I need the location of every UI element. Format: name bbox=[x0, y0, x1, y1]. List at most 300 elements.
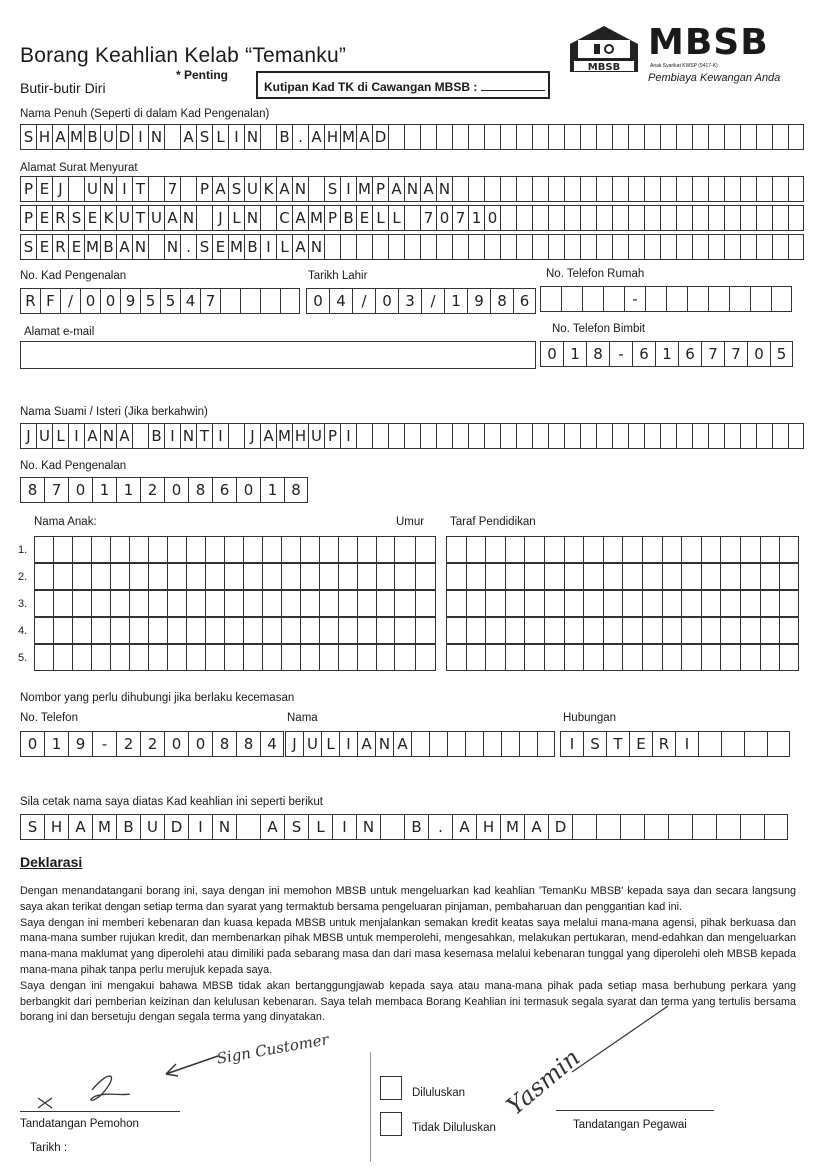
char-cell[interactable] bbox=[708, 205, 724, 231]
char-cell[interactable]: L bbox=[212, 124, 228, 150]
char-cell[interactable] bbox=[676, 234, 692, 260]
char-cell[interactable] bbox=[756, 205, 772, 231]
char-cell[interactable]: N bbox=[180, 205, 196, 231]
char-cell[interactable]: S bbox=[20, 814, 44, 840]
char-cell[interactable]: T bbox=[606, 731, 629, 757]
char-cell[interactable] bbox=[767, 731, 790, 757]
char-cell[interactable] bbox=[580, 234, 596, 260]
char-cell[interactable] bbox=[376, 536, 395, 563]
char-cell[interactable] bbox=[596, 234, 612, 260]
char-cell[interactable] bbox=[404, 124, 420, 150]
char-cell[interactable] bbox=[452, 423, 468, 449]
char-cell[interactable] bbox=[338, 644, 357, 671]
char-cell[interactable] bbox=[446, 644, 466, 671]
char-cell[interactable] bbox=[483, 731, 501, 757]
char-cell[interactable] bbox=[34, 563, 53, 590]
char-cell[interactable] bbox=[603, 563, 623, 590]
char-cell[interactable]: H bbox=[476, 814, 500, 840]
char-cell[interactable]: A bbox=[180, 124, 196, 150]
char-cell[interactable]: P bbox=[324, 423, 340, 449]
char-cell[interactable] bbox=[516, 176, 532, 202]
char-cell[interactable] bbox=[760, 590, 780, 617]
char-cell[interactable]: 0 bbox=[484, 205, 500, 231]
char-cell[interactable] bbox=[500, 205, 516, 231]
char-cell[interactable] bbox=[720, 563, 740, 590]
char-cell[interactable]: A bbox=[260, 423, 276, 449]
char-cell[interactable] bbox=[788, 176, 804, 202]
char-cell[interactable]: 6 bbox=[513, 288, 536, 314]
char-cell[interactable]: N bbox=[292, 176, 308, 202]
char-cell[interactable] bbox=[516, 423, 532, 449]
char-cell[interactable]: B bbox=[148, 423, 164, 449]
char-cell[interactable] bbox=[186, 563, 205, 590]
char-cell[interactable] bbox=[356, 423, 372, 449]
char-cell[interactable] bbox=[603, 617, 623, 644]
char-cell[interactable] bbox=[756, 423, 772, 449]
char-cell[interactable] bbox=[760, 644, 780, 671]
char-cell[interactable] bbox=[281, 617, 300, 644]
char-cell[interactable]: U bbox=[148, 205, 164, 231]
char-cell[interactable] bbox=[500, 124, 516, 150]
char-cell[interactable] bbox=[34, 590, 53, 617]
child-name-field[interactable] bbox=[34, 590, 395, 617]
char-cell[interactable]: 0 bbox=[236, 477, 260, 503]
char-cell[interactable]: U bbox=[140, 814, 164, 840]
char-cell[interactable] bbox=[628, 176, 644, 202]
card-name-field[interactable] bbox=[20, 814, 788, 840]
char-cell[interactable]: M bbox=[228, 234, 244, 260]
char-cell[interactable]: R bbox=[652, 731, 675, 757]
char-cell[interactable]: T bbox=[132, 205, 148, 231]
char-cell[interactable] bbox=[260, 124, 276, 150]
char-cell[interactable] bbox=[537, 731, 555, 757]
char-cell[interactable] bbox=[524, 644, 544, 671]
dob-field[interactable] bbox=[306, 288, 536, 314]
emergency-phone-field[interactable] bbox=[20, 731, 284, 757]
char-cell[interactable]: I bbox=[188, 814, 212, 840]
char-cell[interactable] bbox=[466, 644, 486, 671]
char-cell[interactable]: A bbox=[212, 176, 228, 202]
char-cell[interactable] bbox=[532, 205, 548, 231]
char-cell[interactable] bbox=[724, 205, 740, 231]
char-cell[interactable] bbox=[720, 617, 740, 644]
char-cell[interactable] bbox=[779, 644, 799, 671]
char-cell[interactable]: E bbox=[212, 234, 228, 260]
char-cell[interactable]: I bbox=[332, 814, 356, 840]
char-cell[interactable]: / bbox=[60, 288, 80, 314]
char-cell[interactable] bbox=[505, 590, 525, 617]
address-line-1[interactable] bbox=[20, 176, 804, 202]
char-cell[interactable]: N bbox=[132, 234, 148, 260]
char-cell[interactable] bbox=[308, 176, 324, 202]
char-cell[interactable] bbox=[642, 617, 662, 644]
home-phone-field[interactable] bbox=[540, 286, 792, 312]
char-cell[interactable]: 9 bbox=[467, 288, 490, 314]
char-cell[interactable] bbox=[760, 536, 780, 563]
char-cell[interactable] bbox=[740, 644, 760, 671]
char-cell[interactable]: I bbox=[116, 176, 132, 202]
char-cell[interactable] bbox=[205, 617, 224, 644]
char-cell[interactable] bbox=[708, 234, 724, 260]
char-cell[interactable] bbox=[583, 590, 603, 617]
char-cell[interactable]: 5 bbox=[770, 341, 793, 367]
char-cell[interactable] bbox=[404, 234, 420, 260]
char-cell[interactable]: 8 bbox=[236, 731, 260, 757]
char-cell[interactable] bbox=[564, 563, 584, 590]
char-cell[interactable]: A bbox=[164, 205, 180, 231]
char-cell[interactable]: 7 bbox=[44, 477, 68, 503]
char-cell[interactable] bbox=[548, 176, 564, 202]
child-name-field[interactable] bbox=[34, 644, 395, 671]
char-cell[interactable]: 1 bbox=[563, 341, 586, 367]
char-cell[interactable] bbox=[524, 617, 544, 644]
char-cell[interactable] bbox=[628, 124, 644, 150]
char-cell[interactable]: 4 bbox=[329, 288, 352, 314]
char-cell[interactable]: L bbox=[52, 423, 68, 449]
char-cell[interactable] bbox=[516, 124, 532, 150]
full-name-field[interactable] bbox=[20, 124, 804, 150]
char-cell[interactable] bbox=[544, 590, 564, 617]
char-cell[interactable] bbox=[666, 286, 687, 312]
char-cell[interactable] bbox=[701, 536, 721, 563]
char-cell[interactable] bbox=[205, 536, 224, 563]
char-cell[interactable] bbox=[300, 644, 319, 671]
char-cell[interactable] bbox=[420, 124, 436, 150]
char-cell[interactable]: 0 bbox=[375, 288, 398, 314]
char-cell[interactable] bbox=[788, 124, 804, 150]
char-cell[interactable] bbox=[779, 617, 799, 644]
char-cell[interactable] bbox=[447, 731, 465, 757]
char-cell[interactable]: 4 bbox=[180, 288, 200, 314]
char-cell[interactable]: U bbox=[116, 205, 132, 231]
char-cell[interactable] bbox=[240, 288, 260, 314]
char-cell[interactable] bbox=[167, 536, 186, 563]
char-cell[interactable]: C bbox=[276, 205, 292, 231]
char-cell[interactable] bbox=[779, 563, 799, 590]
char-cell[interactable] bbox=[687, 286, 708, 312]
char-cell[interactable]: K bbox=[100, 205, 116, 231]
char-cell[interactable] bbox=[91, 590, 110, 617]
char-cell[interactable] bbox=[740, 814, 764, 840]
char-cell[interactable] bbox=[505, 536, 525, 563]
char-cell[interactable] bbox=[338, 617, 357, 644]
char-cell[interactable]: R bbox=[52, 205, 68, 231]
char-cell[interactable] bbox=[466, 590, 486, 617]
char-cell[interactable]: 1 bbox=[260, 477, 284, 503]
char-cell[interactable] bbox=[580, 176, 596, 202]
char-cell[interactable] bbox=[380, 814, 404, 840]
char-cell[interactable] bbox=[436, 234, 452, 260]
char-cell[interactable] bbox=[205, 590, 224, 617]
char-cell[interactable] bbox=[596, 423, 612, 449]
char-cell[interactable]: A bbox=[393, 731, 411, 757]
char-cell[interactable] bbox=[603, 590, 623, 617]
char-cell[interactable] bbox=[662, 644, 682, 671]
char-cell[interactable]: L bbox=[308, 814, 332, 840]
char-cell[interactable] bbox=[583, 536, 603, 563]
char-cell[interactable] bbox=[34, 644, 53, 671]
char-cell[interactable] bbox=[662, 617, 682, 644]
char-cell[interactable]: 1 bbox=[468, 205, 484, 231]
char-cell[interactable]: T bbox=[196, 423, 212, 449]
char-cell[interactable]: J bbox=[285, 731, 303, 757]
char-cell[interactable] bbox=[708, 176, 724, 202]
char-cell[interactable] bbox=[692, 814, 716, 840]
char-cell[interactable] bbox=[720, 590, 740, 617]
char-cell[interactable] bbox=[388, 234, 404, 260]
char-cell[interactable]: A bbox=[524, 814, 548, 840]
char-cell[interactable] bbox=[701, 617, 721, 644]
char-cell[interactable] bbox=[340, 234, 356, 260]
char-cell[interactable]: B bbox=[116, 814, 140, 840]
char-cell[interactable] bbox=[760, 617, 780, 644]
char-cell[interactable] bbox=[376, 644, 395, 671]
char-cell[interactable] bbox=[243, 617, 262, 644]
char-cell[interactable] bbox=[357, 644, 376, 671]
char-cell[interactable]: N bbox=[164, 234, 180, 260]
char-cell[interactable] bbox=[622, 563, 642, 590]
char-cell[interactable] bbox=[681, 590, 701, 617]
spouse-name-field[interactable] bbox=[20, 423, 804, 449]
rejected-checkbox[interactable] bbox=[380, 1112, 402, 1136]
char-cell[interactable] bbox=[548, 234, 564, 260]
char-cell[interactable] bbox=[148, 563, 167, 590]
char-cell[interactable] bbox=[708, 124, 724, 150]
char-cell[interactable] bbox=[110, 563, 129, 590]
char-cell[interactable] bbox=[372, 423, 388, 449]
char-cell[interactable] bbox=[532, 423, 548, 449]
char-cell[interactable] bbox=[110, 644, 129, 671]
char-cell[interactable]: 7 bbox=[164, 176, 180, 202]
char-cell[interactable]: P bbox=[372, 176, 388, 202]
char-cell[interactable]: L bbox=[276, 234, 292, 260]
char-cell[interactable]: 3 bbox=[398, 288, 421, 314]
char-cell[interactable] bbox=[642, 644, 662, 671]
char-cell[interactable] bbox=[760, 563, 780, 590]
char-cell[interactable] bbox=[300, 617, 319, 644]
char-cell[interactable] bbox=[740, 617, 760, 644]
char-cell[interactable] bbox=[724, 124, 740, 150]
char-cell[interactable] bbox=[167, 617, 186, 644]
char-cell[interactable]: U bbox=[303, 731, 321, 757]
char-cell[interactable]: - bbox=[624, 286, 645, 312]
char-cell[interactable] bbox=[645, 286, 666, 312]
char-cell[interactable] bbox=[72, 644, 91, 671]
char-cell[interactable]: D bbox=[164, 814, 188, 840]
char-cell[interactable]: 8 bbox=[212, 731, 236, 757]
char-cell[interactable] bbox=[660, 205, 676, 231]
char-cell[interactable]: B bbox=[244, 234, 260, 260]
char-cell[interactable] bbox=[446, 617, 466, 644]
char-cell[interactable]: E bbox=[36, 234, 52, 260]
char-cell[interactable]: 6 bbox=[212, 477, 236, 503]
char-cell[interactable]: B bbox=[276, 124, 292, 150]
char-cell[interactable] bbox=[524, 563, 544, 590]
char-cell[interactable] bbox=[357, 563, 376, 590]
char-cell[interactable]: J bbox=[244, 423, 260, 449]
char-cell[interactable]: A bbox=[357, 731, 375, 757]
char-cell[interactable] bbox=[740, 205, 756, 231]
char-cell[interactable] bbox=[376, 563, 395, 590]
char-cell[interactable] bbox=[572, 814, 596, 840]
char-cell[interactable]: A bbox=[116, 234, 132, 260]
char-cell[interactable] bbox=[34, 617, 53, 644]
char-cell[interactable] bbox=[260, 205, 276, 231]
char-cell[interactable]: A bbox=[276, 176, 292, 202]
char-cell[interactable] bbox=[186, 590, 205, 617]
char-cell[interactable] bbox=[468, 124, 484, 150]
char-cell[interactable] bbox=[415, 617, 436, 644]
char-cell[interactable]: 0 bbox=[68, 477, 92, 503]
char-cell[interactable] bbox=[660, 423, 676, 449]
char-cell[interactable] bbox=[524, 536, 544, 563]
char-cell[interactable] bbox=[564, 590, 584, 617]
char-cell[interactable] bbox=[612, 124, 628, 150]
char-cell[interactable] bbox=[148, 176, 164, 202]
char-cell[interactable] bbox=[388, 124, 404, 150]
char-cell[interactable] bbox=[91, 644, 110, 671]
char-cell[interactable]: 8 bbox=[586, 341, 609, 367]
char-cell[interactable]: - bbox=[609, 341, 632, 367]
char-cell[interactable] bbox=[583, 644, 603, 671]
char-cell[interactable] bbox=[681, 563, 701, 590]
char-cell[interactable]: L bbox=[228, 205, 244, 231]
char-cell[interactable] bbox=[420, 423, 436, 449]
char-cell[interactable] bbox=[446, 563, 466, 590]
char-cell[interactable] bbox=[338, 536, 357, 563]
char-cell[interactable]: D bbox=[116, 124, 132, 150]
char-cell[interactable] bbox=[420, 234, 436, 260]
char-cell[interactable]: D bbox=[372, 124, 388, 150]
char-cell[interactable]: H bbox=[292, 423, 308, 449]
char-cell[interactable]: 9 bbox=[120, 288, 140, 314]
char-cell[interactable] bbox=[788, 234, 804, 260]
char-cell[interactable] bbox=[224, 617, 243, 644]
char-cell[interactable] bbox=[356, 234, 372, 260]
char-cell[interactable] bbox=[446, 536, 466, 563]
char-cell[interactable]: 1 bbox=[655, 341, 678, 367]
char-cell[interactable]: L bbox=[372, 205, 388, 231]
char-cell[interactable] bbox=[164, 124, 180, 150]
char-cell[interactable] bbox=[701, 644, 721, 671]
char-cell[interactable]: . bbox=[292, 124, 308, 150]
char-cell[interactable]: 0 bbox=[188, 731, 212, 757]
char-cell[interactable] bbox=[729, 286, 750, 312]
char-cell[interactable] bbox=[721, 731, 744, 757]
char-cell[interactable] bbox=[720, 644, 740, 671]
char-cell[interactable]: B bbox=[84, 124, 100, 150]
char-cell[interactable]: H bbox=[44, 814, 68, 840]
char-cell[interactable]: D bbox=[548, 814, 572, 840]
char-cell[interactable]: N bbox=[375, 731, 393, 757]
char-cell[interactable]: A bbox=[452, 814, 476, 840]
char-cell[interactable] bbox=[564, 124, 580, 150]
char-cell[interactable]: A bbox=[52, 124, 68, 150]
char-cell[interactable] bbox=[564, 617, 584, 644]
char-cell[interactable] bbox=[692, 176, 708, 202]
char-cell[interactable] bbox=[642, 563, 662, 590]
char-cell[interactable]: A bbox=[388, 176, 404, 202]
char-cell[interactable] bbox=[196, 205, 212, 231]
char-cell[interactable]: I bbox=[339, 731, 357, 757]
char-cell[interactable] bbox=[394, 590, 415, 617]
char-cell[interactable] bbox=[750, 286, 771, 312]
char-cell[interactable] bbox=[580, 124, 596, 150]
char-cell[interactable] bbox=[583, 617, 603, 644]
char-cell[interactable] bbox=[110, 536, 129, 563]
char-cell[interactable] bbox=[180, 176, 196, 202]
char-cell[interactable] bbox=[148, 536, 167, 563]
char-cell[interactable] bbox=[224, 536, 243, 563]
char-cell[interactable] bbox=[72, 563, 91, 590]
char-cell[interactable] bbox=[628, 423, 644, 449]
char-cell[interactable] bbox=[376, 617, 395, 644]
char-cell[interactable] bbox=[466, 536, 486, 563]
char-cell[interactable] bbox=[564, 205, 580, 231]
char-cell[interactable] bbox=[740, 590, 760, 617]
char-cell[interactable]: I bbox=[340, 423, 356, 449]
char-cell[interactable]: 0 bbox=[540, 341, 563, 367]
char-cell[interactable] bbox=[484, 234, 500, 260]
char-cell[interactable]: E bbox=[36, 176, 52, 202]
char-cell[interactable] bbox=[205, 644, 224, 671]
char-cell[interactable] bbox=[580, 205, 596, 231]
char-cell[interactable]: 9 bbox=[68, 731, 92, 757]
char-cell[interactable] bbox=[772, 176, 788, 202]
char-cell[interactable] bbox=[300, 536, 319, 563]
char-cell[interactable] bbox=[262, 644, 281, 671]
char-cell[interactable] bbox=[429, 731, 447, 757]
char-cell[interactable] bbox=[132, 423, 148, 449]
char-cell[interactable] bbox=[644, 205, 660, 231]
char-cell[interactable] bbox=[243, 590, 262, 617]
char-cell[interactable]: A bbox=[84, 423, 100, 449]
char-cell[interactable] bbox=[548, 124, 564, 150]
char-cell[interactable] bbox=[91, 563, 110, 590]
char-cell[interactable]: H bbox=[324, 124, 340, 150]
char-cell[interactable]: / bbox=[352, 288, 375, 314]
char-cell[interactable] bbox=[319, 644, 338, 671]
char-cell[interactable]: S bbox=[196, 124, 212, 150]
char-cell[interactable] bbox=[220, 288, 240, 314]
char-cell[interactable]: I bbox=[340, 176, 356, 202]
child-age-field[interactable] bbox=[394, 617, 436, 644]
char-cell[interactable] bbox=[452, 176, 468, 202]
char-cell[interactable]: 4 bbox=[260, 731, 284, 757]
char-cell[interactable]: 2 bbox=[116, 731, 140, 757]
char-cell[interactable]: 2 bbox=[140, 477, 164, 503]
char-cell[interactable]: M bbox=[500, 814, 524, 840]
char-cell[interactable] bbox=[622, 590, 642, 617]
char-cell[interactable]: N bbox=[180, 423, 196, 449]
char-cell[interactable] bbox=[681, 644, 701, 671]
char-cell[interactable] bbox=[372, 234, 388, 260]
char-cell[interactable]: I bbox=[212, 423, 228, 449]
child-age-field[interactable] bbox=[394, 590, 436, 617]
char-cell[interactable]: 1 bbox=[116, 477, 140, 503]
char-cell[interactable] bbox=[262, 617, 281, 644]
char-cell[interactable]: N bbox=[308, 234, 324, 260]
char-cell[interactable] bbox=[788, 423, 804, 449]
char-cell[interactable] bbox=[484, 423, 500, 449]
char-cell[interactable] bbox=[564, 176, 580, 202]
char-cell[interactable]: I bbox=[164, 423, 180, 449]
char-cell[interactable]: N bbox=[100, 176, 116, 202]
char-cell[interactable]: S bbox=[20, 124, 36, 150]
char-cell[interactable]: 7 bbox=[420, 205, 436, 231]
char-cell[interactable] bbox=[394, 644, 415, 671]
char-cell[interactable] bbox=[484, 176, 500, 202]
